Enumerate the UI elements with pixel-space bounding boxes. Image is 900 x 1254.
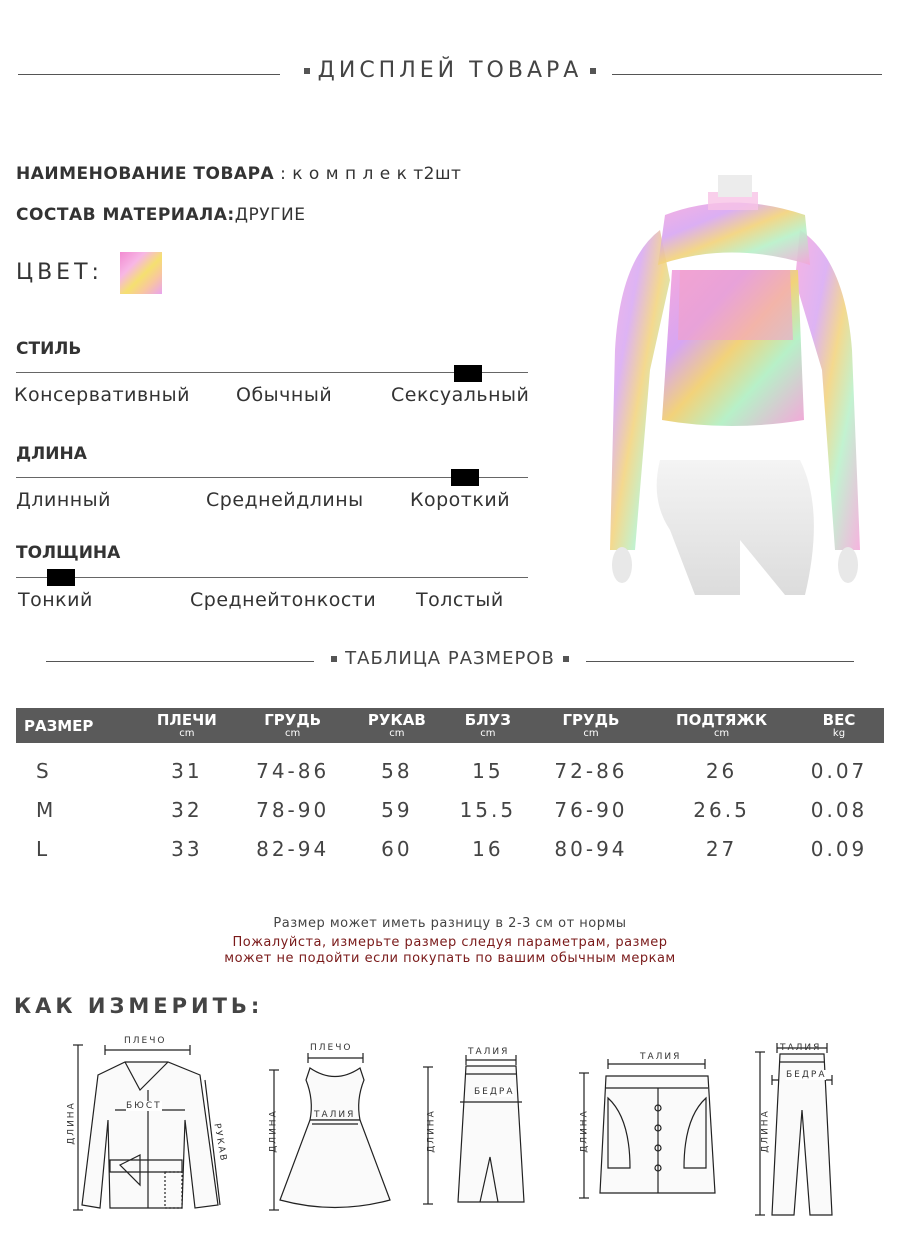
product-name-value: к о м п л е к т2шт [292,164,462,184]
length-option-2: Среднейдлины [206,489,364,511]
table-cell: M [36,797,54,822]
table-cell: 82-94 [256,836,330,861]
header-cell: ГРУДЬ cm [533,708,649,743]
pants-hips-label: БЕДРА [786,1070,827,1080]
table-cell: 0.09 [810,836,868,861]
shirt-diagram [70,1040,250,1215]
header-cell: РАЗМЕР [16,708,139,743]
style-option-3: Сексуальный [391,384,530,406]
pants-length-label: ДЛИНА [760,1109,771,1153]
style-label: СТИЛЬ [16,339,82,359]
shorts-length-label: ДЛИНА [579,1109,590,1153]
thickness-scale-line [16,577,528,578]
table-cell: S [36,758,49,783]
pants-waist-label: ТАЛИЯ [780,1043,822,1053]
color-swatch[interactable] [120,252,162,294]
measure-note-2: может не подойти если покупать по вашим обычным меркам [224,951,676,966]
length-option-1: Длинный [16,489,112,511]
skirt-diagram [418,1052,548,1212]
header-cell: ГРУДЬ cm [235,708,351,743]
table-cell: 15 [472,758,504,783]
product-name-label: НАИМЕНОВАНИЕ ТОВАРА [16,164,275,184]
header-cell: ПОДТЯЖК cm [649,708,794,743]
table-row [16,743,884,790]
header-cell: РУКАВ cm [351,708,443,743]
thickness-marker [47,569,75,586]
thickness-option-3: Толстый [416,589,504,611]
shirt-bust-label: БЮСТ [126,1101,162,1111]
table-cell: 27 [705,836,738,861]
size-note: Размер может иметь разницу в 2-3 см от нормы [273,916,627,931]
table-cell: 76-90 [554,797,628,822]
table-cell: 32 [171,797,203,822]
size-table [16,708,884,868]
table-row [16,790,884,829]
product-name: НАИМЕНОВАНИЕ ТОВАРА : к о м п л е к т2шт [16,164,462,184]
dress-waist-label: ТАЛИЯ [314,1110,356,1120]
measure-note-1: Пожалуйста, измерьте размер следуя параметрам, размер [232,935,668,950]
thickness-option-1: Тонкий [18,589,93,611]
table-cell: 0.08 [810,797,868,822]
product-material [16,205,305,225]
table-cell: 26.5 [693,797,750,822]
table-cell: 60 [381,836,413,861]
thickness-option-2: Среднейтонкости [190,589,377,611]
material-label: СОСТАВ МАТЕРИАЛА: [16,205,235,225]
material-value: ДРУГИЕ [234,205,306,225]
table-cell: 72-86 [554,758,628,783]
table-cell: 74-86 [256,758,330,783]
size-table-header-row [16,708,884,743]
table-cell: 31 [171,758,203,783]
length-marker [451,469,479,486]
shirt-sleeve-label: РУКАВ [211,1122,229,1164]
style-scale-line [16,372,528,373]
header-cell: ВЕС kg [794,708,884,743]
style-marker [454,365,482,382]
table-row [16,829,884,868]
size-table-title: ТАБЛИЦА РАЗМЕРОВ [0,648,900,669]
table-cell: 26 [705,758,738,783]
dress-length-label: ДЛИНА [268,1109,279,1153]
page-title: ДИСПЛЕЙ ТОВАРА [0,58,900,83]
table-cell: 15.5 [459,797,517,822]
skirt-length-label: ДЛИНА [426,1109,437,1153]
table-cell: 33 [171,836,203,861]
length-option-3: Короткий [410,489,511,511]
shirt-length-label: ДЛИНА [66,1101,77,1145]
thickness-label: ТОЛЩИНА [16,543,121,563]
table-cell: 16 [472,836,504,861]
table-cell: 80-94 [554,836,628,861]
product-image [590,170,890,595]
table-cell: 78-90 [256,797,330,822]
style-option-1: Консервативный [14,384,190,406]
table-cell: 58 [381,758,413,783]
skirt-hips-label: БЕДРА [474,1087,515,1097]
skirt-waist-label: ТАЛИЯ [468,1047,510,1057]
product-color-label: ЦВЕТ: [16,260,103,285]
header-cell: ПЛЕЧИ cm [139,708,234,743]
length-label: ДЛИНА [16,444,87,464]
shirt-shoulder-label: ПЛЕЧО [124,1036,167,1046]
shorts-waist-label: ТАЛИЯ [640,1052,682,1062]
table-cell: 0.07 [810,758,868,783]
shorts-diagram [570,1058,750,1203]
header-cell: БЛУЗ cm [443,708,533,743]
dress-shoulder-label: ПЛЕЧО [310,1043,353,1053]
table-cell: 59 [381,797,413,822]
style-option-2: Обычный [236,384,333,406]
how-to-title: КАК ИЗМЕРИТЬ: [14,994,264,1018]
dress-diagram [268,1050,408,1215]
table-cell: L [36,836,48,861]
